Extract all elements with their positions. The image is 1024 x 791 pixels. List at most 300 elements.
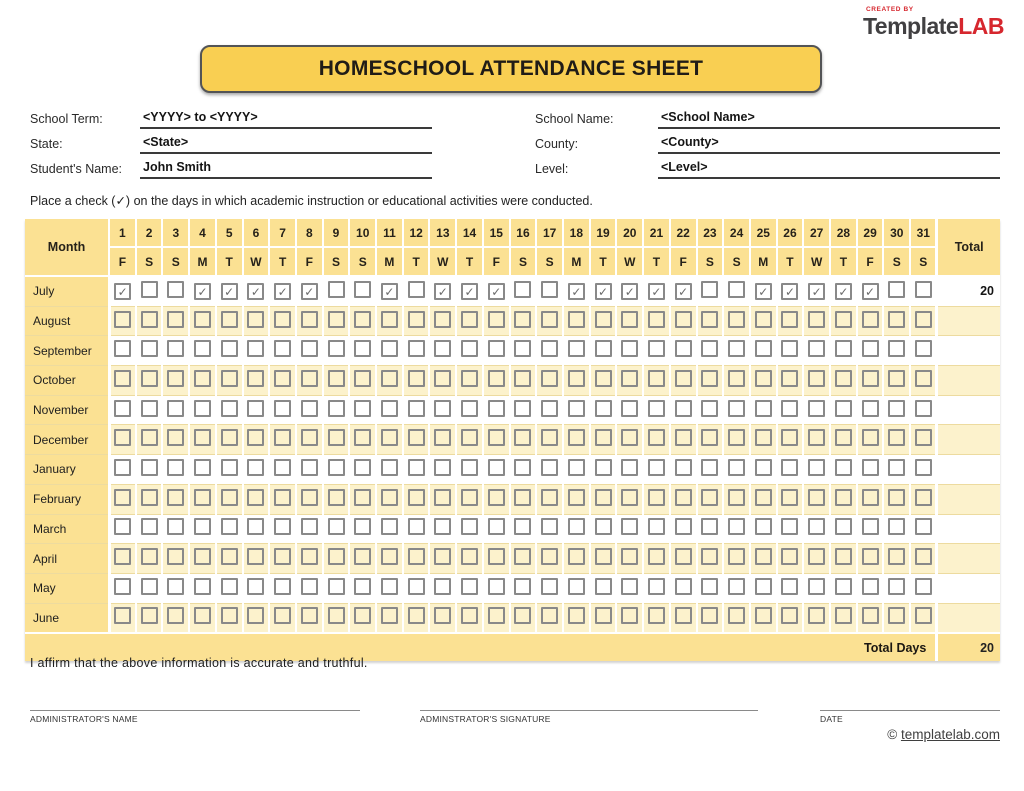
attendance-checkbox[interactable] [301,400,318,417]
attendance-checkbox[interactable] [167,429,184,446]
attendance-checkbox[interactable] [568,429,585,446]
attendance-checkbox[interactable] [274,459,291,476]
attendance-checkbox[interactable] [488,607,505,624]
attendance-checkbox[interactable] [381,518,398,535]
attendance-checkbox[interactable] [434,340,451,357]
attendance-checkbox[interactable] [167,578,184,595]
attendance-checkbox-checked[interactable]: ✓ [675,283,692,300]
attendance-checkbox[interactable] [221,400,238,417]
attendance-checkbox[interactable] [568,311,585,328]
attendance-checkbox[interactable] [274,489,291,506]
attendance-checkbox[interactable] [328,370,345,387]
attendance-checkbox[interactable] [461,429,478,446]
attendance-checkbox[interactable] [301,489,318,506]
attendance-checkbox[interactable] [434,311,451,328]
attendance-checkbox-checked[interactable]: ✓ [194,283,211,300]
attendance-checkbox[interactable] [514,340,531,357]
attendance-checkbox[interactable] [328,578,345,595]
attendance-checkbox[interactable] [648,578,665,595]
attendance-checkbox[interactable] [274,578,291,595]
attendance-checkbox[interactable] [701,429,718,446]
attendance-checkbox[interactable] [328,340,345,357]
attendance-checkbox[interactable] [141,311,158,328]
attendance-checkbox[interactable] [888,429,905,446]
attendance-checkbox[interactable] [728,489,745,506]
attendance-checkbox[interactable] [194,607,211,624]
attendance-checkbox[interactable] [141,518,158,535]
attendance-checkbox[interactable] [728,311,745,328]
attendance-checkbox[interactable] [835,400,852,417]
attendance-checkbox[interactable] [141,340,158,357]
attendance-checkbox[interactable] [354,340,371,357]
attendance-checkbox[interactable] [781,518,798,535]
attendance-checkbox[interactable] [862,459,879,476]
attendance-checkbox[interactable] [434,578,451,595]
attendance-checkbox[interactable] [167,370,184,387]
attendance-checkbox[interactable] [701,607,718,624]
attendance-checkbox[interactable] [221,489,238,506]
attendance-checkbox[interactable] [701,548,718,565]
attendance-checkbox[interactable] [381,429,398,446]
attendance-checkbox[interactable] [675,607,692,624]
attendance-checkbox[interactable] [835,489,852,506]
attendance-checkbox[interactable] [354,429,371,446]
attendance-checkbox[interactable] [461,518,478,535]
attendance-checkbox[interactable] [167,459,184,476]
attendance-checkbox[interactable] [434,489,451,506]
attendance-checkbox[interactable] [621,340,638,357]
attendance-checkbox[interactable] [434,370,451,387]
attendance-checkbox[interactable] [781,548,798,565]
attendance-checkbox[interactable] [408,459,425,476]
attendance-checkbox[interactable] [755,340,772,357]
attendance-checkbox[interactable] [648,459,665,476]
attendance-checkbox[interactable] [728,429,745,446]
attendance-checkbox[interactable] [568,578,585,595]
attendance-checkbox[interactable] [381,548,398,565]
attendance-checkbox[interactable] [595,607,612,624]
attendance-checkbox[interactable] [621,459,638,476]
attendance-checkbox[interactable] [701,489,718,506]
attendance-checkbox[interactable] [408,370,425,387]
attendance-checkbox[interactable] [862,311,879,328]
attendance-checkbox[interactable] [728,459,745,476]
attendance-checkbox[interactable] [381,340,398,357]
attendance-checkbox[interactable] [221,459,238,476]
attendance-checkbox[interactable] [461,578,478,595]
attendance-checkbox[interactable] [141,459,158,476]
attendance-checkbox[interactable] [514,459,531,476]
attendance-checkbox[interactable] [461,400,478,417]
attendance-checkbox[interactable] [114,607,131,624]
attendance-checkbox[interactable] [808,459,825,476]
attendance-checkbox[interactable] [808,370,825,387]
attendance-checkbox[interactable] [781,459,798,476]
attendance-checkbox[interactable] [221,370,238,387]
attendance-checkbox[interactable] [621,489,638,506]
attendance-checkbox[interactable] [194,518,211,535]
attendance-checkbox[interactable] [114,370,131,387]
attendance-checkbox[interactable] [381,400,398,417]
attendance-checkbox[interactable] [915,281,932,298]
attendance-checkbox[interactable] [915,459,932,476]
attendance-checkbox[interactable] [408,429,425,446]
attendance-checkbox[interactable] [541,281,558,298]
attendance-checkbox[interactable] [461,370,478,387]
attendance-checkbox-checked[interactable]: ✓ [568,283,585,300]
attendance-checkbox[interactable] [381,607,398,624]
attendance-checkbox[interactable] [167,311,184,328]
attendance-checkbox[interactable] [862,518,879,535]
attendance-checkbox-checked[interactable]: ✓ [274,283,291,300]
attendance-checkbox[interactable] [141,578,158,595]
attendance-checkbox[interactable] [728,548,745,565]
attendance-checkbox-checked[interactable]: ✓ [488,283,505,300]
attendance-checkbox[interactable] [167,518,184,535]
attendance-checkbox[interactable] [835,311,852,328]
attendance-checkbox[interactable] [675,518,692,535]
attendance-checkbox[interactable] [648,400,665,417]
attendance-checkbox[interactable] [701,311,718,328]
attendance-checkbox[interactable] [728,578,745,595]
attendance-checkbox[interactable] [301,607,318,624]
attendance-checkbox[interactable] [915,578,932,595]
attendance-checkbox[interactable] [755,548,772,565]
attendance-checkbox[interactable] [328,429,345,446]
attendance-checkbox[interactable] [354,370,371,387]
attendance-checkbox[interactable] [167,400,184,417]
attendance-checkbox-checked[interactable]: ✓ [595,283,612,300]
attendance-checkbox[interactable] [274,607,291,624]
attendance-checkbox[interactable] [675,578,692,595]
attendance-checkbox[interactable] [354,281,371,298]
attendance-checkbox[interactable] [675,429,692,446]
attendance-checkbox[interactable] [675,548,692,565]
attendance-checkbox[interactable] [141,607,158,624]
attendance-checkbox[interactable] [408,607,425,624]
attendance-checkbox[interactable] [194,489,211,506]
attendance-checkbox[interactable] [141,429,158,446]
attendance-checkbox[interactable] [888,340,905,357]
attendance-checkbox[interactable] [728,281,745,298]
attendance-checkbox[interactable] [808,429,825,446]
attendance-checkbox[interactable] [888,370,905,387]
attendance-checkbox[interactable] [274,311,291,328]
attendance-checkbox[interactable] [488,311,505,328]
attendance-checkbox[interactable] [194,370,211,387]
attendance-checkbox[interactable] [274,548,291,565]
attendance-checkbox[interactable] [514,429,531,446]
attendance-checkbox[interactable] [541,578,558,595]
attendance-checkbox-checked[interactable]: ✓ [808,283,825,300]
attendance-checkbox-checked[interactable]: ✓ [648,283,665,300]
attendance-checkbox[interactable] [808,311,825,328]
attendance-checkbox[interactable] [434,400,451,417]
attendance-checkbox[interactable] [274,400,291,417]
attendance-checkbox[interactable] [247,578,264,595]
attendance-checkbox[interactable] [328,607,345,624]
attendance-checkbox[interactable] [862,370,879,387]
attendance-checkbox[interactable] [167,548,184,565]
attendance-checkbox[interactable] [781,489,798,506]
attendance-checkbox[interactable] [514,548,531,565]
attendance-checkbox-checked[interactable]: ✓ [114,283,131,300]
attendance-checkbox[interactable] [621,370,638,387]
attendance-checkbox[interactable] [568,489,585,506]
attendance-checkbox[interactable] [114,429,131,446]
attendance-checkbox[interactable] [915,340,932,357]
attendance-checkbox[interactable] [381,311,398,328]
attendance-checkbox[interactable] [167,281,184,298]
attendance-checkbox[interactable] [434,429,451,446]
attendance-checkbox[interactable] [408,400,425,417]
attendance-checkbox[interactable] [514,400,531,417]
attendance-checkbox[interactable] [568,370,585,387]
attendance-checkbox[interactable] [915,489,932,506]
attendance-checkbox-checked[interactable]: ✓ [434,283,451,300]
attendance-checkbox[interactable] [595,400,612,417]
attendance-checkbox[interactable] [621,578,638,595]
attendance-checkbox[interactable] [675,459,692,476]
attendance-checkbox[interactable] [755,400,772,417]
attendance-checkbox[interactable] [568,607,585,624]
attendance-checkbox-checked[interactable]: ✓ [862,283,879,300]
attendance-checkbox[interactable] [461,311,478,328]
attendance-checkbox[interactable] [648,340,665,357]
attendance-checkbox[interactable] [835,459,852,476]
attendance-checkbox[interactable] [381,489,398,506]
attendance-checkbox[interactable] [915,370,932,387]
attendance-checkbox[interactable] [221,340,238,357]
attendance-checkbox[interactable] [541,607,558,624]
attendance-checkbox[interactable] [354,459,371,476]
attendance-checkbox[interactable] [728,518,745,535]
attendance-checkbox[interactable] [541,459,558,476]
attendance-checkbox[interactable] [114,400,131,417]
attendance-checkbox[interactable] [514,518,531,535]
attendance-checkbox[interactable] [381,578,398,595]
attendance-checkbox[interactable] [755,578,772,595]
attendance-checkbox[interactable] [114,311,131,328]
templatelab-link[interactable] [887,727,1000,742]
attendance-checkbox[interactable] [434,518,451,535]
attendance-checkbox[interactable] [114,548,131,565]
attendance-checkbox[interactable] [541,518,558,535]
student-name-field[interactable]: John Smith [140,160,432,179]
attendance-checkbox[interactable] [755,459,772,476]
attendance-checkbox[interactable] [728,340,745,357]
attendance-checkbox[interactable] [247,311,264,328]
attendance-checkbox[interactable] [247,607,264,624]
attendance-checkbox[interactable] [621,429,638,446]
attendance-checkbox[interactable] [141,400,158,417]
attendance-checkbox[interactable] [568,400,585,417]
attendance-checkbox[interactable] [648,548,665,565]
attendance-checkbox[interactable] [595,489,612,506]
attendance-checkbox[interactable] [888,400,905,417]
attendance-checkbox[interactable] [514,311,531,328]
attendance-checkbox[interactable] [194,429,211,446]
attendance-checkbox[interactable] [354,518,371,535]
attendance-checkbox[interactable] [541,370,558,387]
attendance-checkbox[interactable] [301,578,318,595]
attendance-checkbox[interactable] [141,281,158,298]
attendance-checkbox[interactable] [461,459,478,476]
attendance-checkbox[interactable] [701,578,718,595]
attendance-checkbox[interactable] [328,548,345,565]
attendance-checkbox-checked[interactable]: ✓ [381,283,398,300]
attendance-checkbox[interactable] [781,578,798,595]
attendance-checkbox[interactable] [701,340,718,357]
attendance-checkbox[interactable] [221,311,238,328]
attendance-checkbox[interactable] [621,607,638,624]
attendance-checkbox[interactable] [141,370,158,387]
attendance-checkbox-checked[interactable]: ✓ [835,283,852,300]
attendance-checkbox[interactable] [488,429,505,446]
attendance-checkbox[interactable] [675,370,692,387]
attendance-checkbox[interactable] [568,518,585,535]
attendance-checkbox[interactable] [675,340,692,357]
attendance-checkbox[interactable] [781,370,798,387]
school-name-field[interactable]: <School Name> [658,110,1000,129]
attendance-checkbox[interactable] [568,340,585,357]
attendance-checkbox[interactable] [781,311,798,328]
attendance-checkbox[interactable] [194,459,211,476]
attendance-checkbox[interactable] [648,518,665,535]
attendance-checkbox[interactable] [274,340,291,357]
attendance-checkbox[interactable] [648,489,665,506]
attendance-checkbox[interactable] [408,489,425,506]
attendance-checkbox[interactable] [888,459,905,476]
attendance-checkbox[interactable] [915,607,932,624]
attendance-checkbox[interactable] [888,489,905,506]
attendance-checkbox[interactable] [221,518,238,535]
attendance-checkbox[interactable] [568,459,585,476]
attendance-checkbox[interactable] [701,459,718,476]
attendance-checkbox[interactable] [488,400,505,417]
attendance-checkbox[interactable] [408,281,425,298]
attendance-checkbox[interactable] [354,548,371,565]
attendance-checkbox[interactable] [835,429,852,446]
attendance-checkbox-checked[interactable]: ✓ [621,283,638,300]
attendance-checkbox[interactable] [648,370,665,387]
attendance-checkbox[interactable] [221,429,238,446]
attendance-checkbox[interactable] [728,607,745,624]
attendance-checkbox[interactable] [701,518,718,535]
attendance-checkbox[interactable] [621,400,638,417]
attendance-checkbox[interactable] [888,578,905,595]
attendance-checkbox[interactable] [434,548,451,565]
attendance-checkbox[interactable] [461,340,478,357]
attendance-checkbox[interactable] [408,311,425,328]
attendance-checkbox[interactable] [301,311,318,328]
attendance-checkbox[interactable] [755,518,772,535]
attendance-checkbox[interactable] [808,400,825,417]
attendance-checkbox[interactable] [488,370,505,387]
attendance-checkbox[interactable] [701,281,718,298]
attendance-checkbox[interactable] [541,548,558,565]
attendance-checkbox[interactable] [354,578,371,595]
attendance-checkbox[interactable] [301,370,318,387]
attendance-checkbox[interactable] [488,518,505,535]
attendance-checkbox[interactable] [328,311,345,328]
attendance-checkbox[interactable] [595,578,612,595]
attendance-checkbox[interactable] [862,578,879,595]
attendance-checkbox[interactable] [141,548,158,565]
attendance-checkbox[interactable] [755,311,772,328]
attendance-checkbox[interactable] [488,489,505,506]
attendance-checkbox[interactable] [167,489,184,506]
attendance-checkbox[interactable] [274,518,291,535]
attendance-checkbox[interactable] [728,400,745,417]
attendance-checkbox[interactable] [648,311,665,328]
attendance-checkbox[interactable] [675,489,692,506]
attendance-checkbox[interactable] [461,489,478,506]
attendance-checkbox[interactable] [301,518,318,535]
attendance-checkbox[interactable] [461,607,478,624]
attendance-checkbox[interactable] [755,429,772,446]
attendance-checkbox[interactable] [247,518,264,535]
attendance-checkbox[interactable] [408,340,425,357]
attendance-checkbox[interactable] [221,548,238,565]
attendance-checkbox[interactable] [648,607,665,624]
attendance-checkbox[interactable] [541,311,558,328]
attendance-checkbox[interactable] [514,281,531,298]
attendance-checkbox[interactable] [595,429,612,446]
attendance-checkbox[interactable] [114,340,131,357]
attendance-checkbox[interactable] [621,311,638,328]
attendance-checkbox[interactable] [675,400,692,417]
attendance-checkbox-checked[interactable]: ✓ [755,283,772,300]
attendance-checkbox[interactable] [915,429,932,446]
attendance-checkbox[interactable] [221,607,238,624]
attendance-checkbox[interactable] [354,400,371,417]
attendance-checkbox[interactable] [247,489,264,506]
attendance-checkbox[interactable] [301,429,318,446]
attendance-checkbox-checked[interactable]: ✓ [301,283,318,300]
attendance-checkbox[interactable] [862,400,879,417]
attendance-checkbox[interactable] [595,518,612,535]
attendance-checkbox[interactable] [247,548,264,565]
attendance-checkbox[interactable] [915,518,932,535]
attendance-checkbox[interactable] [888,281,905,298]
attendance-checkbox[interactable] [514,489,531,506]
attendance-checkbox[interactable] [301,459,318,476]
attendance-checkbox[interactable] [915,400,932,417]
attendance-checkbox[interactable] [835,518,852,535]
attendance-checkbox[interactable] [274,429,291,446]
attendance-checkbox[interactable] [541,340,558,357]
attendance-checkbox[interactable] [328,518,345,535]
attendance-checkbox[interactable] [167,340,184,357]
attendance-checkbox[interactable] [888,311,905,328]
attendance-checkbox[interactable] [488,459,505,476]
attendance-checkbox[interactable] [354,489,371,506]
attendance-checkbox[interactable] [781,340,798,357]
attendance-checkbox[interactable] [835,340,852,357]
attendance-checkbox[interactable] [114,489,131,506]
attendance-checkbox[interactable] [488,578,505,595]
attendance-checkbox[interactable] [648,429,665,446]
attendance-checkbox[interactable] [862,607,879,624]
attendance-checkbox[interactable] [408,518,425,535]
attendance-checkbox[interactable] [835,607,852,624]
attendance-checkbox[interactable] [701,370,718,387]
attendance-checkbox[interactable] [114,459,131,476]
attendance-checkbox[interactable] [675,311,692,328]
attendance-checkbox[interactable] [514,370,531,387]
attendance-checkbox[interactable] [354,607,371,624]
